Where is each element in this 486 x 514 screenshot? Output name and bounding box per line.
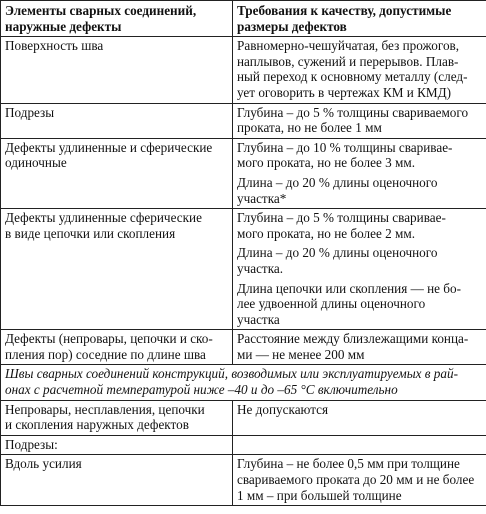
cell-text: участка* [237, 190, 287, 206]
cell-text: Глубина – не более 0,5 мм при толщине [237, 456, 460, 472]
cell-text: ми — не менее 200 мм [237, 346, 365, 362]
cell-text: мого проката, но не более 3 мм. [237, 155, 415, 171]
requirement-cell [233, 435, 486, 455]
cell-text: свариваемого проката до 20 мм и не более [237, 472, 475, 488]
element-cell [1, 435, 233, 455]
cell-text: Подрезы: [5, 436, 58, 452]
cell-text: проката, но не более 1 мм [237, 120, 382, 136]
header-cell-elements [1, 1, 233, 37]
cell-text: мого проката, но не более 2 мм. [237, 225, 415, 241]
cell-text: наплывов, сужений и перерывов. Плав- [237, 53, 459, 69]
section-note-row [1, 365, 486, 400]
requirement-cell [233, 330, 486, 365]
element-cell [1, 138, 233, 208]
table-row [1, 435, 486, 455]
element-cell [1, 209, 233, 330]
table-row [1, 330, 486, 365]
requirement-cell [233, 103, 486, 138]
cell-text: и скопления наружных дефектов [5, 417, 189, 433]
table-row [1, 37, 486, 103]
element-cell [1, 37, 233, 103]
table-row [1, 138, 486, 208]
header-text: размеры дефектов [237, 18, 347, 34]
cell-text: Подрезы [5, 104, 55, 120]
element-cell [1, 103, 233, 138]
cell-text: участка [237, 311, 280, 327]
header-text: Элементы сварных соединений, [5, 3, 197, 18]
cell-text: Глубина – до 5 % толщины свариваемого [237, 104, 469, 120]
table-row [1, 209, 486, 330]
cell-text: Поверхность шва [5, 38, 104, 54]
cell-text: Глубина – до 10 % толщины сваривае- [237, 139, 453, 155]
requirement-cell [233, 138, 486, 208]
table-header-row [1, 1, 486, 37]
cell-text: Дефекты удлиненные сферические [5, 210, 202, 226]
cell-text: 1 мм – при большей толщине [237, 487, 402, 503]
section-note [1, 365, 486, 400]
cell-text: Длина – до 20 % длины оценочного [237, 245, 438, 261]
table-row [1, 455, 486, 506]
cell-text: лее удвоенной длины оценочного [237, 296, 426, 312]
cell-text: Равномерно-чешуйчатая, без прожогов, [237, 38, 460, 54]
table-row [1, 103, 486, 138]
cell-text: Длина цепочки или скопления — не бо- [237, 280, 461, 296]
cell-text: ует оговорить в чертежах КМ и КМД) [237, 84, 452, 100]
note-text: Швы сварных соединений конструкций, возводимых или эксплуатируемых в рай- [5, 366, 458, 382]
note-text: онах с расчетной температурой ниже –40 и до –65 °С включительно [5, 382, 398, 398]
cell-text: одиночные [5, 155, 67, 171]
cell-text: Дефекты удлиненные и сферические [5, 139, 213, 155]
requirement-cell [233, 37, 486, 103]
element-cell [1, 400, 233, 435]
header-text: Требования к качеству, допустимые [237, 3, 452, 18]
header-text: наружные дефекты [5, 18, 122, 34]
element-cell [1, 330, 233, 365]
cell-text: участка. [237, 260, 284, 276]
cell-text: пления пор) соседние по длине шва [5, 346, 206, 362]
requirement-cell [233, 209, 486, 330]
requirement-cell [233, 455, 486, 506]
cell-text: ный переход к основному металлу (след- [237, 69, 468, 85]
header-cell-requirements [233, 1, 486, 37]
cell-text: в виде цепочки или скопления [5, 225, 176, 241]
element-cell [1, 455, 233, 506]
cell-text: Глубина – до 5 % толщины сваривае- [237, 210, 446, 226]
cell-text: Дефекты (непровары, цепочки и ско- [5, 331, 213, 347]
cell-text: Расстояние между близлежащими конца- [237, 331, 469, 347]
cell-text: Длина – до 20 % длины оценочного [237, 174, 438, 190]
requirement-cell [233, 400, 486, 435]
cell-text: Непровары, несплавления, цепочки [5, 401, 205, 417]
table-row [1, 400, 486, 435]
cell-text: Вдоль усилия [5, 456, 82, 472]
cell-text: Не допускаются [237, 401, 329, 417]
